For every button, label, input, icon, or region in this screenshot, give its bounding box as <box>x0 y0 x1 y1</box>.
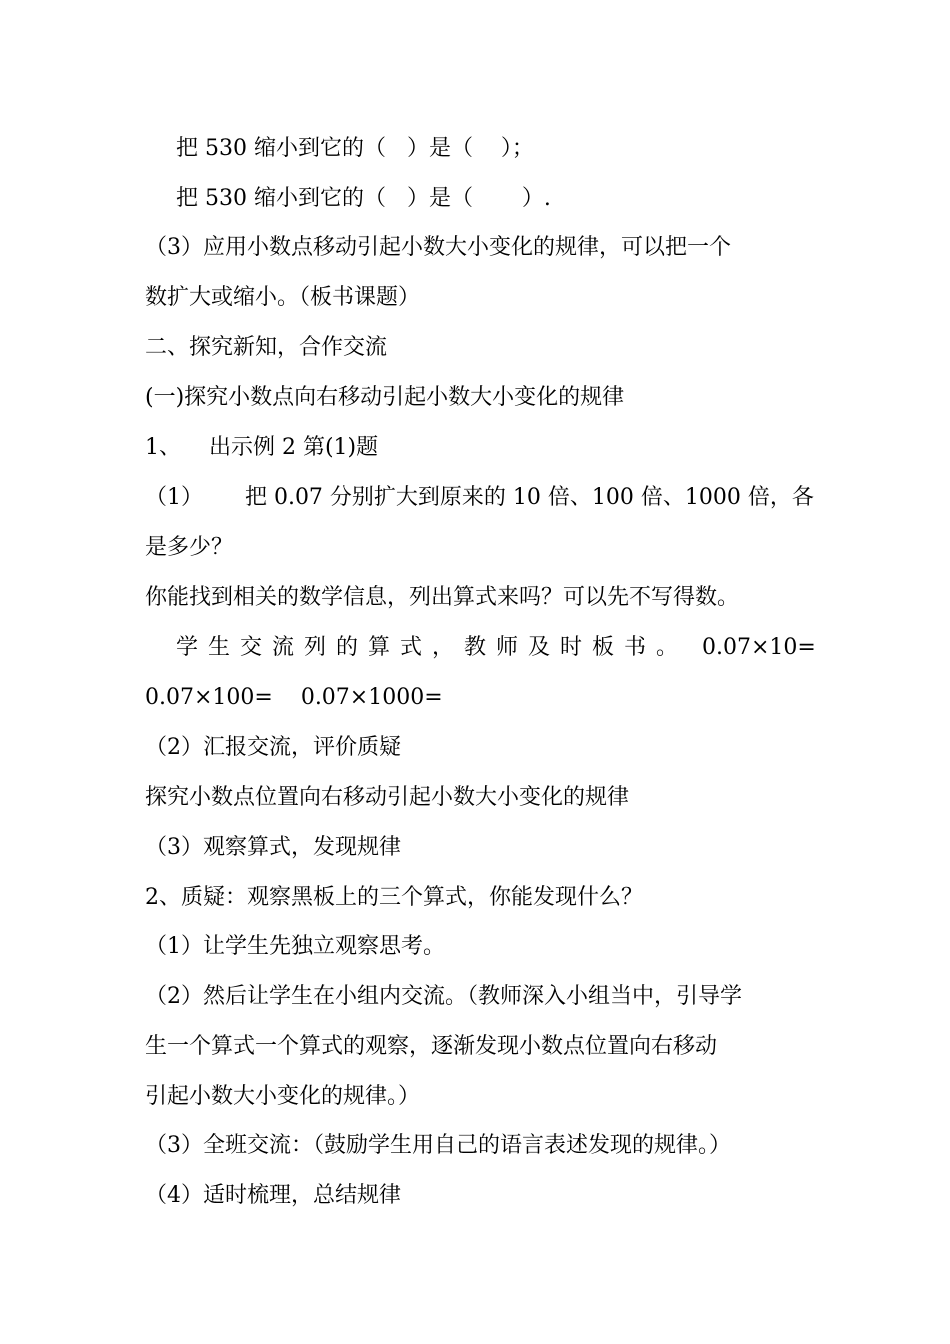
text-line-1: 把 530 缩小到它的（ ）是（ ）； <box>176 136 534 161</box>
text-line-7: 1、 出示例 2 第(1)题 <box>145 435 379 460</box>
subsection-heading-1: (一)探究小数点向右移动引起小数大小变化的规律 <box>145 385 625 410</box>
text-line-13: （2）汇报交流，评价质疑 <box>145 735 401 760</box>
text-line-9: 是多少？ <box>145 535 234 560</box>
text-line-22: （4）适时梳理，总结规律 <box>145 1183 401 1208</box>
text-line-20: 引起小数大小变化的规律。） <box>145 1084 421 1109</box>
formula-1: 0.07×10= <box>702 635 816 660</box>
text-line-2: 把 530 缩小到它的（ ）是（ ）. <box>176 186 551 211</box>
text-line-15: （3）观察算式，发现规律 <box>145 835 401 860</box>
text-line-17: （1）让学生先独立观察思考。 <box>145 934 445 959</box>
text-line-4: 数扩大或缩小。（板书课题） <box>145 285 421 310</box>
text-line-16: 2、质疑：观察黑板上的三个算式，你能发现什么？ <box>145 885 643 910</box>
section-heading-2: 二、探究新知，合作交流 <box>145 335 388 360</box>
text-line-18: （2）然后让学生在小组内交流。（教师深入小组当中，引导学 <box>145 984 742 1009</box>
text-line-19: 生一个算式一个算式的观察，逐渐发现小数点位置向右移动 <box>145 1034 718 1059</box>
text-line-11: 学生交流列的算式，教师及时板书。 <box>176 635 689 660</box>
formula-line: 0.07×100= 0.07×1000= <box>145 685 443 710</box>
text-line-10: 你能找到相关的数学信息，列出算式来吗？可以先不写得数。 <box>145 585 740 610</box>
text-line-3: （3）应用小数点移动引起小数大小变化的规律，可以把一个 <box>145 235 731 260</box>
text-line-14: 探究小数点位置向右移动引起小数大小变化的规律 <box>145 785 630 810</box>
text-line-8: （1） 把 0.07 分别扩大到原来的 10 倍、100 倍、1000 倍，各 <box>145 485 814 510</box>
text-line-21: （3）全班交流：（鼓励学生用自己的语言表述发现的规律。） <box>145 1133 731 1158</box>
